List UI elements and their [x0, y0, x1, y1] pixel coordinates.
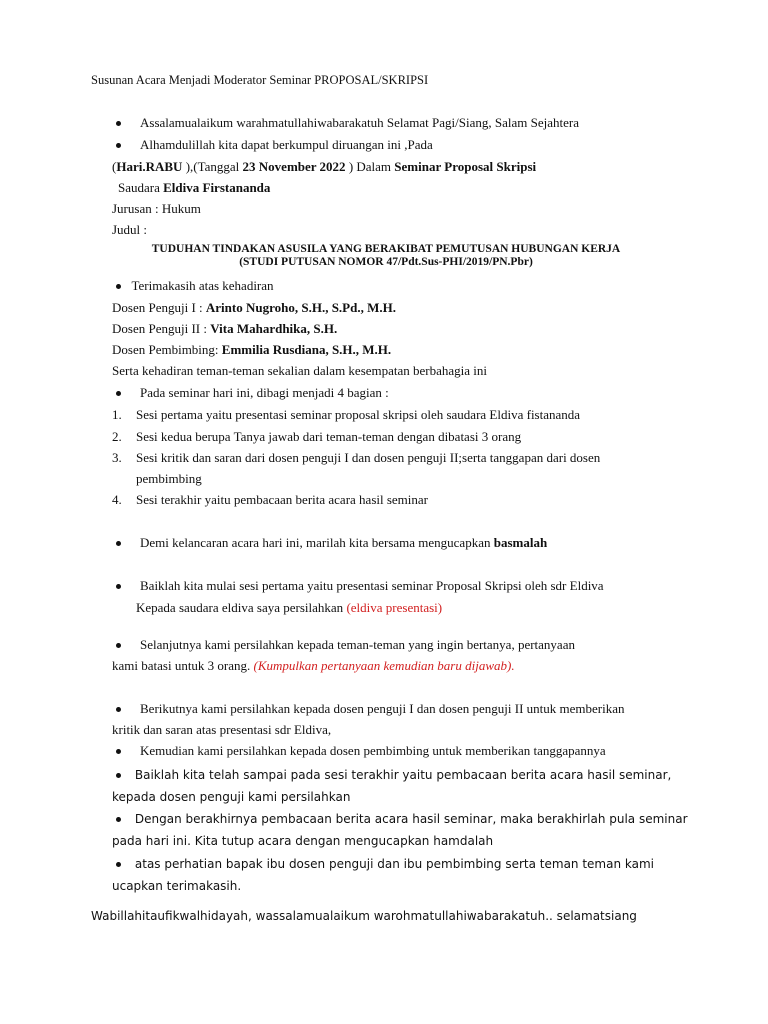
- critique-line2: kritik dan saran atas presentasi sdr Eldiva,: [112, 722, 332, 737]
- presentation-line2: Kepada saudara eldiva saya persilahkan (eldiva presentasi): [136, 600, 443, 615]
- thesis-title-line2: (STUDI PUTUSAN NOMOR 47/Pdt.Sus-PHI/2019/PN.Pbr): [239, 256, 533, 268]
- farewell-line: Wabillahitaufikwalhidayah, wassalamualaikum warohmatullahiwabarakatuh.. selamatsiang: [91, 909, 637, 923]
- jurusan-line: Jurusan : Hukum: [112, 201, 201, 216]
- closing3-line1: atas perhatian bapak ibu dosen penguji dan ibu pembimbing serta teman teman kami: [134, 857, 655, 871]
- bullet: [116, 707, 121, 712]
- bullet: [116, 143, 121, 148]
- penguji1-name: Arinto Nugroho, S.H., S.Pd., M.H.: [205, 300, 396, 315]
- closing3-line2: ucapkan terimakasih.: [112, 879, 242, 893]
- penguji2-name: Vita Mahardhika, S.H.: [210, 321, 338, 336]
- session-number: 1.: [112, 407, 122, 422]
- bullet: [116, 643, 121, 648]
- friends-line: Serta kehadiran teman-teman sekalian dalam kesempatan berbahagia ini: [112, 363, 488, 378]
- date-value: 23 November 2022: [242, 159, 346, 174]
- intro-date-line: (Hari.RABU ),(Tanggal 23 November 2022 ) Dalam Seminar Proposal Skripsi: [112, 159, 537, 174]
- advisor-line: Kemudian kami persilahkan kepada dosen pembimbing untuk memberikan tanggapannya: [140, 743, 606, 758]
- session-number: 2.: [112, 429, 122, 444]
- session-item: Sesi pertama yaitu presentasi seminar proposal skripsi oleh saudara Eldiva fistananda: [136, 407, 581, 422]
- closing2-line1: Dengan berakhirnya pembacaan berita acara hasil seminar, maka berakhirlah pula seminar: [134, 812, 688, 826]
- sessions-intro: Pada seminar hari ini, dibagi menjadi 4 bagian :: [140, 385, 389, 400]
- intro-line1: Alhamdulillah kita dapat berkumpul diruangan ini ,Pada: [140, 137, 433, 152]
- day-value: Hari.RABU: [116, 159, 183, 174]
- critique-line1: Berikutnya kami persilahkan kepada dosen penguji I dan dosen penguji II untuk memberikan: [140, 701, 625, 716]
- event-name: Seminar Proposal Skripsi: [394, 159, 537, 174]
- penguji1-line: Dosen Penguji I : Arinto Nugroho, S.H., S.Pd., M.H.: [112, 300, 396, 315]
- presenter-line: Saudara Eldiva Firstananda: [118, 180, 271, 195]
- qa-line1: Selanjutnya kami persilahkan kepada teman-teman yang ingin bertanya, pertanyaan: [140, 637, 575, 652]
- presenter-name: Eldiva Firstananda: [163, 180, 271, 195]
- closing1-line2: kepada dosen penguji kami persilahkan: [112, 790, 351, 804]
- bullet: [116, 584, 121, 589]
- closing1-line1: Baiklah kita telah sampai pada sesi terakhir yaitu pembacaan berita acara hasil seminar,: [134, 768, 672, 782]
- bullet: [116, 121, 121, 126]
- pembimbing-name: Emmilia Rusdiana, S.H., M.H.: [221, 342, 392, 357]
- qa-line2: kami batasi untuk 3 orang. (Kumpulkan pertanyaan kemudian baru dijawab).: [112, 658, 515, 673]
- thanks-line: Terimakasih atas kehadiran: [131, 278, 274, 293]
- document-title: Susunan Acara Menjadi Moderator Seminar PROPOSAL/SKRIPSI: [91, 73, 429, 87]
- presentation-line1: Baiklah kita mulai sesi pertama yaitu presentasi seminar Proposal Skripsi oleh sdr Eldiva: [140, 578, 604, 593]
- penguji2-line: Dosen Penguji II : Vita Mahardhika, S.H.: [112, 321, 338, 336]
- qa-note: (Kumpulkan pertanyaan kemudian baru dijawab).: [253, 658, 515, 673]
- greeting-text: Assalamualaikum warahmatullahiwabarakatuh Selamat Pagi/Siang, Salam Sejahtera: [140, 115, 579, 130]
- session-item: Sesi terakhir yaitu pembacaan berita acara hasil seminar: [136, 492, 429, 507]
- judul-label: Judul :: [112, 222, 148, 237]
- bullet: [116, 749, 121, 754]
- basmalah-line: Demi kelancaran acara hari ini, marilah kita bersama mengucapkan basmalah: [140, 535, 548, 550]
- presentation-note: (eldiva presentasi): [346, 600, 443, 615]
- pembimbing-line: Dosen Pembimbing: Emmilia Rusdiana, S.H., M.H.: [112, 342, 392, 357]
- bullet: [116, 391, 121, 396]
- session-item-cont: pembimbing: [136, 471, 202, 486]
- session-number: 4.: [112, 492, 122, 507]
- session-item: Sesi kritik dan saran dari dosen penguji I dan dosen penguji II;serta tanggapan dari dosen: [136, 450, 601, 465]
- closing2-line2: pada hari ini. Kita tutup acara dengan mengucapkan hamdalah: [112, 834, 494, 848]
- bullet: [116, 541, 121, 546]
- thesis-title-line1: TUDUHAN TINDAKAN ASUSILA YANG BERAKIBAT PEMUTUSAN HUBUNGAN KERJA: [151, 243, 621, 255]
- basmalah-word: basmalah: [493, 535, 548, 550]
- session-number: 3.: [112, 450, 122, 465]
- session-item: Sesi kedua berupa Tanya jawab dari teman-teman dengan dibatasi 3 orang: [136, 429, 522, 444]
